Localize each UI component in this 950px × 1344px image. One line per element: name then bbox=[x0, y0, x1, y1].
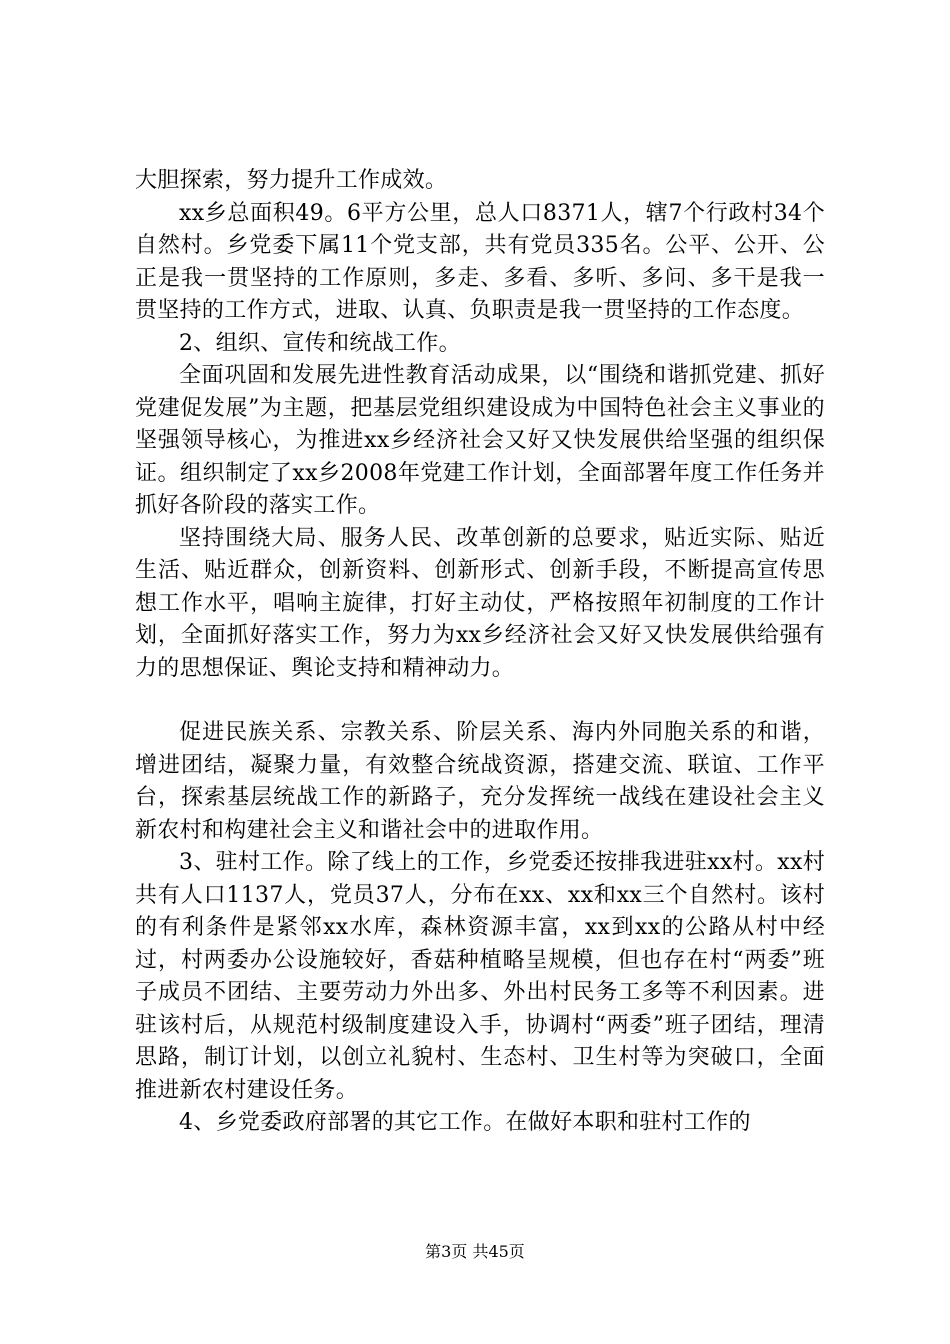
section-heading-organization: 2、组织、宣传和统战工作。 bbox=[179, 330, 461, 356]
page-footer bbox=[0, 1242, 950, 1262]
paragraph-party-building: 全面巩固和发展先进性教育活动成果，以“围绕和谐抓党建、抓好党建促发展”为主题，把基层党组织建设成为中国特色社会主义事业的坚强领导核心，为推进xx乡经济社会又好又快发展供给坚强的组织保证。组织制定了xx乡2008年党建工作计划，全面部署年度工作任务并抓好各阶段的落实工作。 bbox=[135, 363, 825, 518]
paragraph-other-work: 4、乡党委政府部署的其它工作。在做好本职和驻村工作的 bbox=[179, 1110, 751, 1135]
document-body bbox=[135, 165, 825, 1140]
paragraph-publicity: 坚持围绕大局、服务人民、改革创新的总要求，贴近实际、贴近生活、贴近群众，创新资料、创新形式、创新手段，不断提高宣传思想工作水平，唱响主旋律，打好主动仗，严格按照年初制度的工作计划，全面抓好落实工作，努力为xx乡经济社会又好又快发展供给强有力的思想保证、舆论支持和精神动力。 bbox=[135, 525, 825, 681]
page-number-label: 第3页 共45页 bbox=[425, 1242, 525, 1261]
paragraph-united-front: 促进民族关系、宗教关系、阶层关系、海内外同胞关系的和谐，增进团结，凝聚力量，有效整合统战资源，搭建交流、联谊、工作平台，探索基层统战工作的新路子，充分发挥统一战线在建设社会主义新农村和构建社会主义和谐社会中的进取作用。 bbox=[135, 720, 825, 843]
paragraph-continuation: 大胆探索，努力提升工作成效。 bbox=[135, 168, 448, 193]
paragraph-township-overview: xx乡总面积49。6平方公里，总人口8371人，辖7个行政村34个自然村。乡党委下属11个党支部，共有党员335名。公平、公开、公正是我一贯坚持的工作原则，多走、多看、多听、多问、多干是我一贯坚持的工作方式，进取、认真、负职责是我一贯坚持的工作态度。 bbox=[135, 200, 825, 323]
paragraph-spacer bbox=[135, 685, 825, 717]
paragraph-village-work: 3、驻村工作。除了线上的工作，乡党委还按排我进驻xx村。xx村共有人口1137人，党员37人，分布在xx、xx和xx三个自然村。该村的有利条件是紧邻xx水库，森林资源丰富，xx到xx的公路从村中经过，村两委办公设施较好，香菇种植略呈规模，但也存在村“两委”班子成员不团结、主要劳动力外出多、外出村民务工多等不利因素。进驻该村后，从规范村级制度建设入手，协调村“两委”班子团结，理清思路，制订计划，以创立礼貌村、生态村、卫生村等为突破口，全面推进新农村建设任务。 bbox=[135, 850, 825, 1103]
